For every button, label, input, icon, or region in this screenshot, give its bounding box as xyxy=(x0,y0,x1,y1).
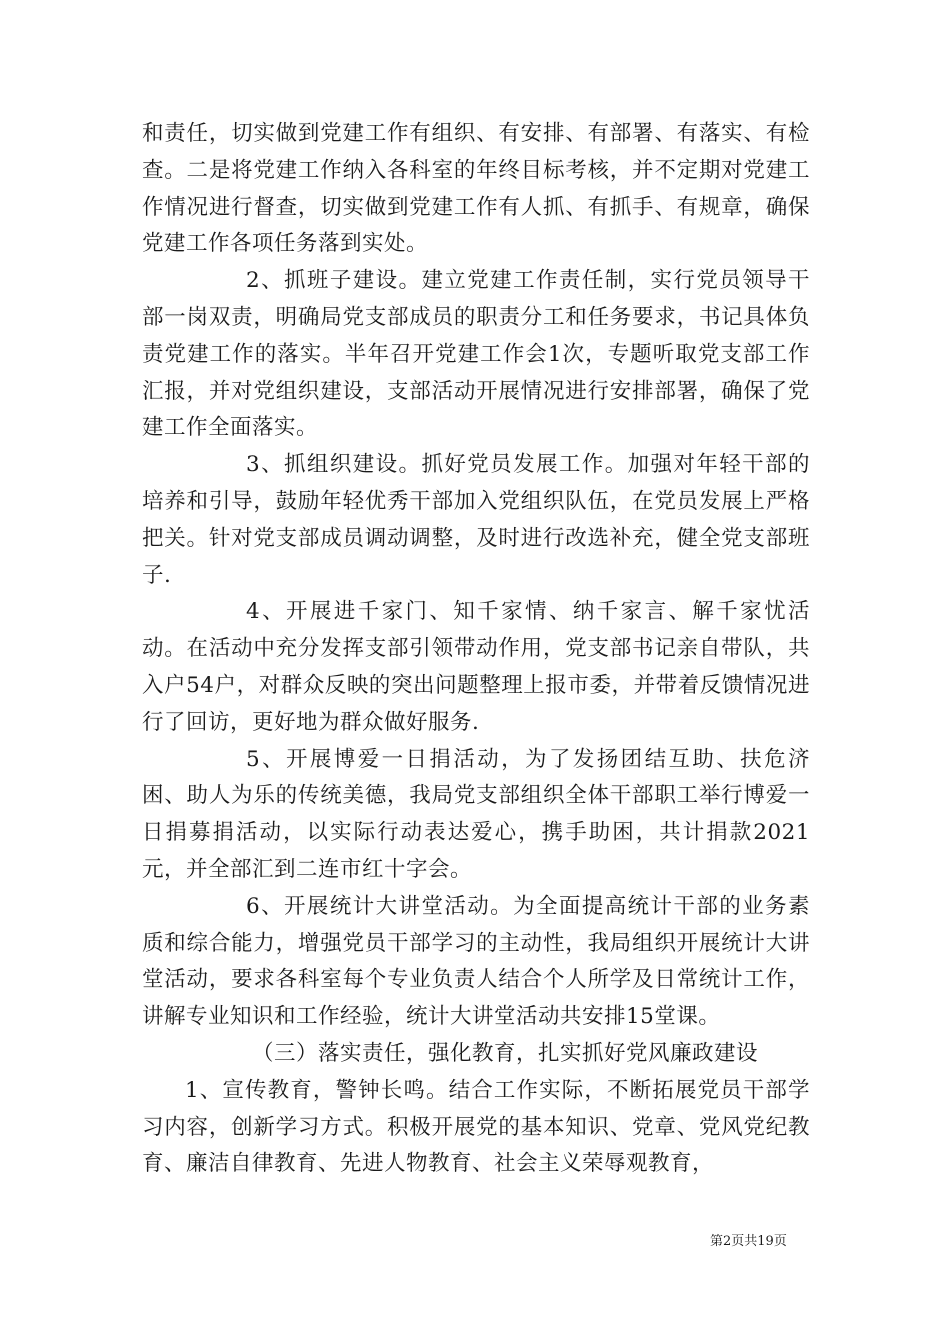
paragraph-item-3: 3、抓组织建设。抓好党员发展工作。加强对年轻干部的培养和引导，鼓励年轻优秀干部加入党组织队伍，在党员发展上严格把关。针对党支部成员调动调整，及时进行改选补充，健全党支部班子. xyxy=(142,452,810,588)
page-number-footer: 第2页共19页 xyxy=(710,1234,787,1249)
paragraph-item-2: 2、抓班子建设。建立党建工作责任制，实行党员领导干部一岗双责，明确局党支部成员的职责分工和任务要求，书记具体负责党建工作的落实。半年召开党建工作会1次，专题听取党支部工作汇报，并对党组织建设，支部活动开展情况进行安排部署，确保了党建工作全面落实。 xyxy=(142,268,810,441)
document-body xyxy=(142,116,810,1183)
paragraph-item-4: 4、开展进千家门、知千家情、纳千家言、解千家忧活动。在活动中充分发挥支部引领带动作用，党支部书记亲自带队，共入户54户，对群众反映的突出问题整理上报市委，并带着反馈情况进行了回访，更好地为群众做好服务. xyxy=(142,599,810,735)
paragraph-item-5: 5、开展博爱一日捐活动，为了发扬团结互助、扶危济困、助人为乐的传统美德，我局党支部组织全体干部职工举行博爱一日捐募捐活动，以实际行动表达爱心，携手助困，共计捐款2021元，并全部汇到二连市红十字会。 xyxy=(142,746,810,882)
section-heading: （三）落实责任，强化教育，扎实抓好党风廉政建设 xyxy=(252,1040,759,1066)
paragraph-item-6: 6、开展统计大讲堂活动。为全面提高统计干部的业务素质和综合能力，增强党员干部学习的主动性，我局组织开展统计大讲堂活动，要求各科室每个专业负责人结合个人所学及日常统计工作，讲解专业知识和工作经验，统计大讲堂活动共安排15堂课。 xyxy=(142,893,810,1030)
paragraph-section-item-1: 1、宣传教育，警钟长鸣。结合工作实际，不断拓展党员干部学习内容，创新学习方式。积极开展党的基本知识、党章、党风党纪教育、廉洁自律教育、先进人物教育、社会主义荣辱观教育， xyxy=(142,1077,810,1177)
paragraph-continuation: 和责任，切实做到党建工作有组织、有安排、有部署、有落实、有检查。二是将党建工作纳入各科室的年终目标考核，并不定期对党建工作情况进行督查，切实做到党建工作有人抓、有抓手、有规章，确保党建工作各项任务落到实处。 xyxy=(142,121,810,257)
